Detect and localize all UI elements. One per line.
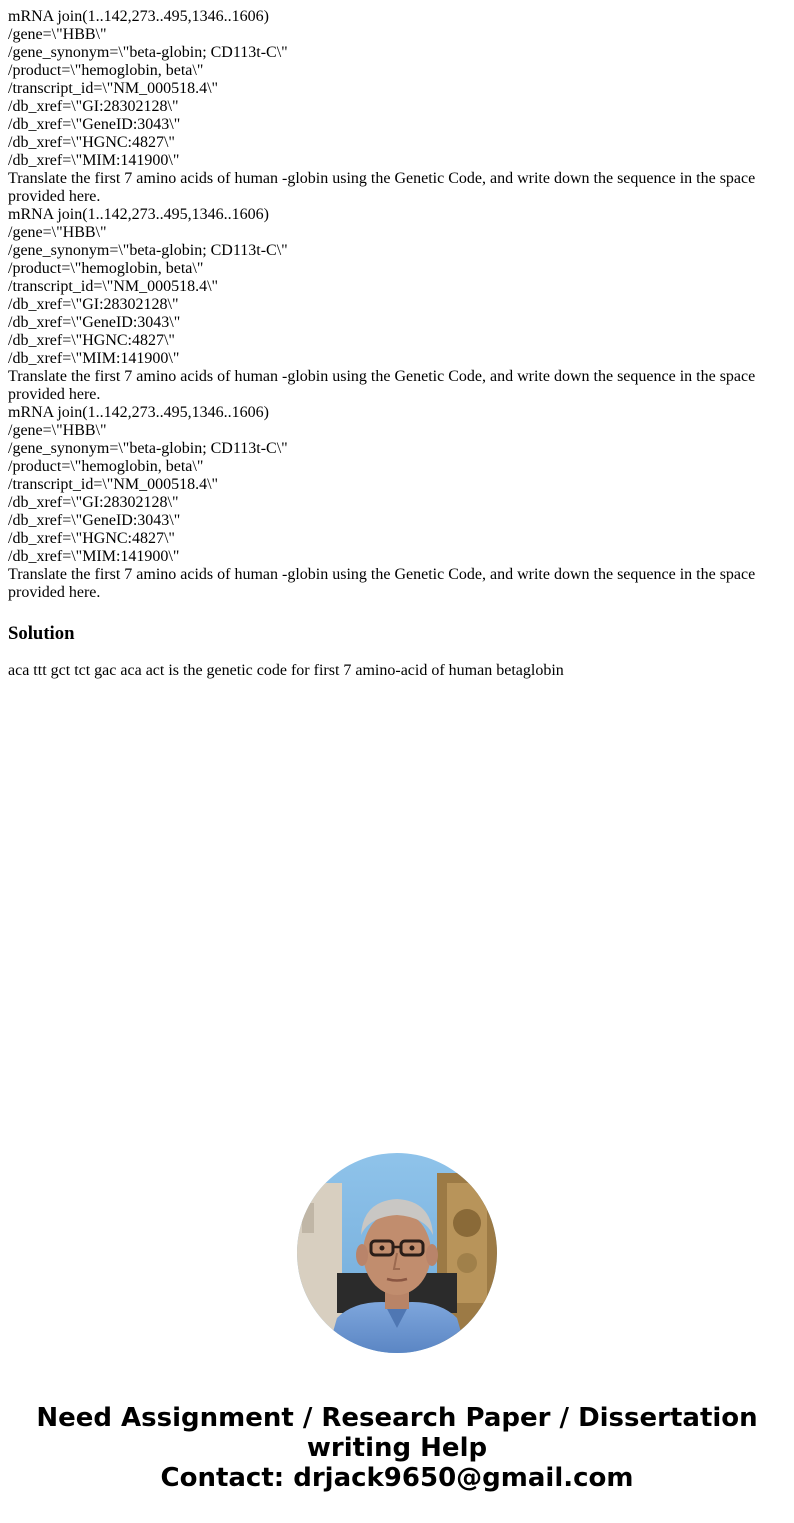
record-line: /gene_synonym=\"beta-globin; CD113t-C\" <box>8 440 288 457</box>
record-line: /gene=\"HBB\" <box>8 422 107 439</box>
record-line: /gene_synonym=\"beta-globin; CD113t-C\" <box>8 44 288 61</box>
promo-contact: Contact: drjack9650@gmail.com <box>160 1463 634 1493</box>
record-line: /db_xref=\"MIM:141900\" <box>8 152 180 169</box>
avatar-portrait-image <box>297 1153 497 1353</box>
record-line: /db_xref=\"HGNC:4827\" <box>8 530 175 547</box>
record-line: /transcript_id=\"NM_000518.4\" <box>8 80 219 97</box>
record-line: /transcript_id=\"NM_000518.4\" <box>8 278 219 295</box>
record-line: /db_xref=\"MIM:141900\" <box>8 548 180 565</box>
record-line: /db_xref=\"GI:28302128\" <box>8 494 179 511</box>
avatar <box>297 1153 497 1353</box>
record-block-2 <box>8 206 786 404</box>
record-line: /gene=\"HBB\" <box>8 224 107 241</box>
record-line: /db_xref=\"HGNC:4827\" <box>8 134 175 151</box>
promo-line-1: Need Assignment / Research Paper / Dissertation <box>36 1403 758 1433</box>
record-line: /product=\"hemoglobin, beta\" <box>8 458 204 475</box>
record-block-1 <box>8 8 786 206</box>
record-line: /product=\"hemoglobin, beta\" <box>8 62 204 79</box>
promo-banner <box>0 1403 794 1493</box>
record-line: /gene=\"HBB\" <box>8 26 107 43</box>
record-line: mRNA join(1..142,273..495,1346..1606) <box>8 206 269 223</box>
record-line: /product=\"hemoglobin, beta\" <box>8 260 204 277</box>
question-text: Translate the first 7 amino acids of human -globin using the Genetic Code, and write down the sequence in the space provided here. <box>8 566 756 601</box>
record-line: mRNA join(1..142,273..495,1346..1606) <box>8 8 269 25</box>
record-line: /gene_synonym=\"beta-globin; CD113t-C\" <box>8 242 288 259</box>
record-block-3 <box>8 404 786 602</box>
record-line: /db_xref=\"MIM:141900\" <box>8 350 180 367</box>
record-line: /db_xref=\"GeneID:3043\" <box>8 314 181 331</box>
record-line: mRNA join(1..142,273..495,1346..1606) <box>8 404 269 421</box>
document-content <box>8 8 786 680</box>
record-line: /db_xref=\"GeneID:3043\" <box>8 116 181 133</box>
record-line: /db_xref=\"GI:28302128\" <box>8 98 179 115</box>
record-line: /transcript_id=\"NM_000518.4\" <box>8 476 219 493</box>
promo-line-2: writing Help <box>306 1433 488 1463</box>
question-text: Translate the first 7 amino acids of human -globin using the Genetic Code, and write down the sequence in the space provided here. <box>8 368 756 403</box>
record-line: /db_xref=\"GI:28302128\" <box>8 296 179 313</box>
record-line: /db_xref=\"HGNC:4827\" <box>8 332 175 349</box>
record-line: /db_xref=\"GeneID:3043\" <box>8 512 181 529</box>
solution-text: aca ttt gct tct gac aca act is the genetic code for first 7 amino-acid of human betaglobin <box>8 662 564 679</box>
question-text: Translate the first 7 amino acids of human -globin using the Genetic Code, and write down the sequence in the space provided here. <box>8 170 756 205</box>
solution-heading: Solution <box>8 623 75 644</box>
